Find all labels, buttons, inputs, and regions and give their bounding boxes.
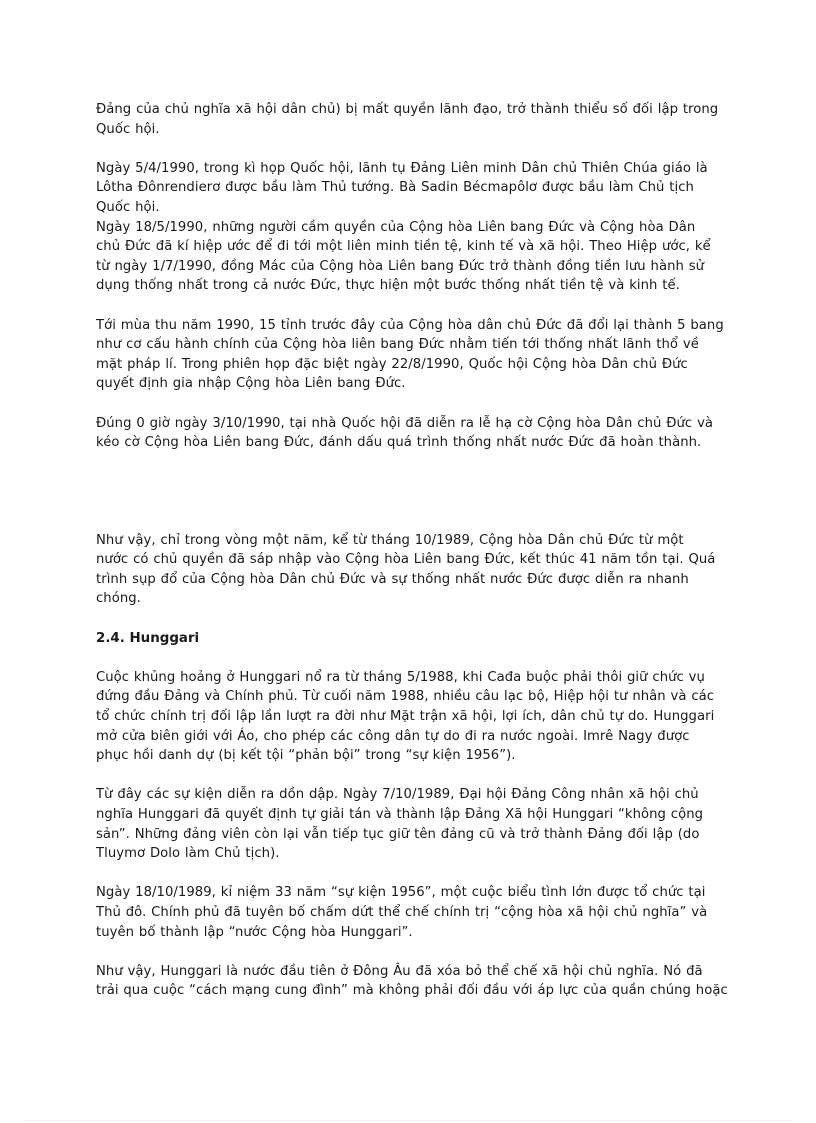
paragraph-gdr-summary: Như vậy, chỉ trong vòng một năm, kể từ tháng 10/1989, Cộng hòa Dân chủ Đức từ một nước có chủ quyền đã sáp nhập vào Cộng hòa Liên bang Đức, kết thúc 41 năm tồn tại. Quá trình sụp đổ của Cộng hòa Dân chủ Đức và sự thống nhất nước Đức được diễn ra nhanh chóng.: [96, 532, 716, 607]
paragraph-states-accession: Tới mùa thu năm 1990, 15 tỉnh trước đây của Cộng hòa dân chủ Đức đã đổi lại thành 5 bang như cơ cấu hành chính của Cộng hòa liên bang Đức nhằm tiến tới thống nhất lãnh thổ về mặt pháp lí. Trong phiên họp đặc biệt ngày 22/8/1990, Quốc hội Cộng hòa Dân chủ Đức quyết định gia nhập Cộng hòa Liên bang Đức.: [96, 317, 724, 392]
blank-space: [96, 453, 728, 531]
paragraph-spacer: [96, 942, 728, 962]
paragraph-hungary-crisis: Cuộc khủng hoảng ở Hunggari nổ ra từ tháng 5/1988, khi Cađa buộc phải thôi giữ chức vụ đứng đầu Đảng và Chính phủ. Từ cuối năm 1988, nhiều câu lạc bộ, Hiệp hội tư nhân và các tổ chức chính trị đối lập lần lượt ra đời như Mặt trận xã hội, lợi ích, dân chủ tự do. Hunggari mở cửa biên giới với Áo, cho phép các công dân tự do đi ra nước ngoài. Imrê Nagy được phục hồi danh dự (bị kết tội “phản bội” trong “sự kiện 1956”).: [96, 669, 715, 764]
paragraph-hungary-republic: Ngày 18/10/1989, kỉ niệm 33 năm “sự kiện 1956”, một cuộc biểu tình lớn được tổ chức tại Thủ đô. Chính phủ đã tuyên bố chấm dứt thể chế chính trị “cộng hòa xã hội chủ nghĩa” và tuyên bố thành lập “nước Cộng hòa Hunggari”.: [96, 885, 708, 940]
paragraph-spacer: [96, 139, 728, 159]
paragraph-opposition-minority: Đảng của chủ nghĩa xã hội dân chủ) bị mất quyền lãnh đạo, trở thành thiểu số đối lập trong Quốc hội.: [96, 102, 719, 137]
page-bottom-edge: [24, 1120, 792, 1121]
paragraph-hungary-conclusion: Như vậy, Hunggari là nước đầu tiên ở Đông Âu đã xóa bỏ thể chế xã hội chủ nghĩa. Nó đã trải qua cuộc “cách mạng cung đình” mà không phải đối đầu với áp lực của quần chúng hoặc: [96, 963, 728, 999]
paragraph-spacer: [96, 609, 728, 629]
document-body: [96, 100, 728, 1001]
paragraph-elections-union: Ngày 5/4/1990, trong kì họp Quốc hội, lãnh tụ Đảng Liên minh Dân chủ Thiên Chúa giáo là Lôtha Đônrendierơ được bầu làm Thủ tướng. Bà Sadin Bécmapôlơ được bầu làm Chủ tịch Quốc hội. Ngày 18/5/1990, những người cầm quyền của Cộng hòa Liên bang Đức và Cộng hòa Dân chủ Đức đã kí hiệp ước để đi tới một liên minh tiền tệ, kinh tế và xã hội. Theo Hiệp ước, kể từ ngày 1/7/1990, đồng Mác của Cộng hòa Liên bang Đức trở thành đồng tiền lưu hành sử dụng thống nhất trong cả nước Đức, thực hiện một bước thống nhất tiền tệ và kinh tế.: [96, 160, 711, 294]
paragraph-spacer: [96, 766, 728, 786]
paragraph-spacer: [96, 296, 728, 316]
paragraph-reunification-complete: Đúng 0 giờ ngày 3/10/1990, tại nhà Quốc hội đã diễn ra lễ hạ cờ Cộng hòa Dân chủ Đức và kéo cờ Cộng hòa Liên bang Đức, đánh dấu quá trình thống nhất nước Đức đã hoàn thành.: [96, 415, 714, 451]
paragraph-spacer: [96, 394, 728, 414]
paragraph-spacer: [96, 648, 728, 668]
paragraph-spacer: [96, 864, 728, 884]
paragraph-hungary-party-dissolution: Từ đây các sự kiện diễn ra dồn dập. Ngày 7/10/1989, Đại hội Đảng Công nhân xã hội chủ nghĩa Hunggari đã quyết định tự giải tán và thành lập Đảng Xã hội Hunggari “không cộng sản”. Những đảng viên còn lại vẫn tiếp tục giữ tên đảng cũ và trở thành Đảng đối lập (do Tluymơ Dolo làm Chủ tịch).: [96, 787, 704, 862]
section-heading-hungary: 2.4. Hunggari: [96, 630, 200, 646]
